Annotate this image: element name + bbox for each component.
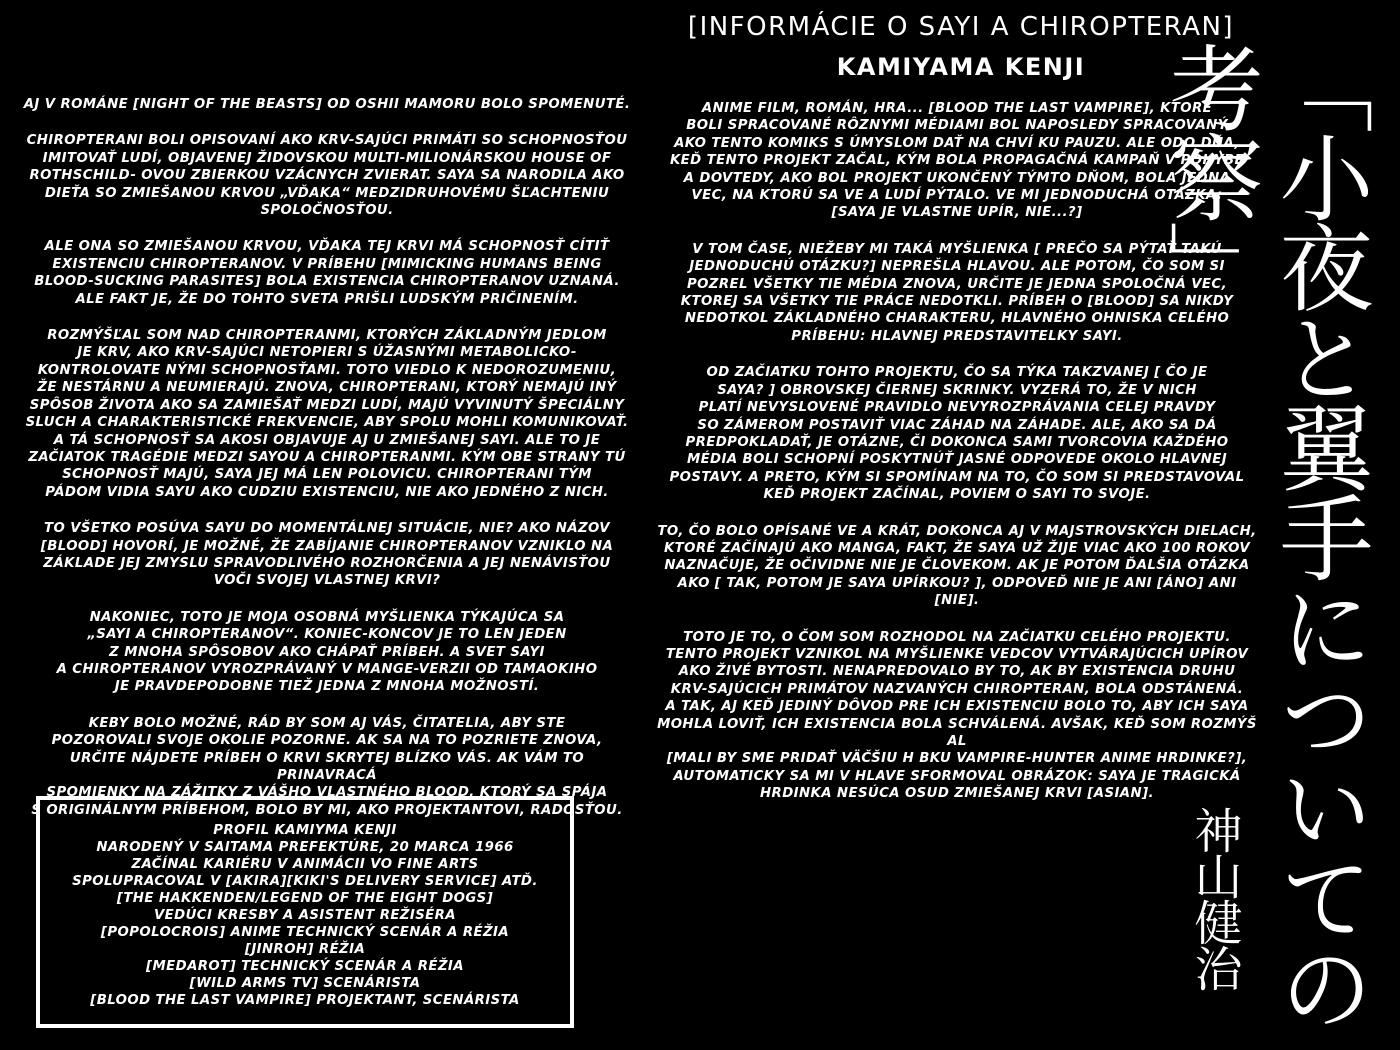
profile-line: [JINROH] RÉŽIA (244, 942, 366, 957)
profile-line: ZAČÍNAL KARIÉRU V ANIMÁCII VO FINE ARTS (131, 857, 479, 872)
profile-line: PROFIL KAMIYMA KENJI (213, 823, 397, 838)
vertical-japanese-title: 「小夜と翼手についての考察」 (1153, 40, 1372, 1030)
profile-line: [POPOLOCROIS] ANIME TECHNICKÝ SCENÁR A RÉŽIA (100, 925, 510, 940)
profile-line: [BLOOD THE LAST VAMPIRE] PROJEKTANT, SCENÁRISTA (90, 993, 520, 1008)
right-paragraph-2: V TOM ČASE, NIEŽEBY MI TAKÁ MYŠLIENKA [ PREČO SA PÝTAŤ TAKÚ JEDNODUCHÚ OTÁZKU?] NEPREŠLA HLAVOU. ALE POTOM, ČO SOM SI POZREL VŠETKY TIE MÉDIA ZNOVA, URČITE JE JEDNA SPOLOČNÁ VEC, KTOREJ SA VŠETKY TIE PRÁCE NEDOTKLI. PRÍBEH O [BLOOD] SA NIKDY NEDOTKOL ZÁKLADNÉHO CHARAKTERU, HLAVNÉHO OHNISKA CELÉHO PRÍBEHU: HLAVNEJ PREDSTAVITELKY SAYI. (680, 241, 1234, 344)
profile-line: SPOLUPRACOVAL V [AKIRA][KIKI'S DELIVERY SERVICE] ATĎ. (72, 874, 538, 889)
article-author: KAMIYAMA KENJI (836, 53, 1086, 81)
vertical-japanese-author: 神山健治 (1186, 806, 1242, 990)
right-paragraph-4: TO, ČO BOLO OPÍSANÉ VE A KRÁT, DOKONCA AJ V MAJSTROVSKÝCH DIELACH, KTORÉ ZAČÍNAJÚ AKO MANGA, FAKT, ŽE SAYA UŽ ŽIJE VIAC AKO 100 ROKOV NAZNAČUJE, ŽE OČIVIDNE NIE JE ČLOVEKOM. AK JE POTOM ĎALŠIA OTÁZKA AKO [ TAK, POTOM JE SAYA UPÍRKOU? ], ODPOVEĎ NIE JE ANI [ÁNO] ANI [NIE]. (657, 523, 1257, 609)
profile-line: NARODENÝ V SAITAMA PREFEKTÚRE, 20 MARCA 1966 (96, 840, 514, 855)
article-title: [INFORMÁCIE O SAYI A CHIROPTERAN] (687, 12, 1235, 42)
profile-line: VEDÚCI KRESBY A ASISTENT REŽISÉRA (153, 908, 456, 923)
profile-box (36, 796, 574, 1028)
left-column (22, 96, 632, 838)
left-paragraph-5: TO VŠETKO POSÚVA SAYU DO MOMENTÁLNEJ SITUÁCIE, NIE? AKO NÁZOV [BLOOD] HOVORÍ, JE MOŽNÉ, ŽE ZABÍJANIE CHIROPTERANOV VZNIKLO NA ZÁKLADE JEJ ZMYSLU SPRAVODLIVÉHO ROZHORČENIA A JEJ NENÁVISŤOU VOČI SVOJEJ VLASTNEJ KRVI? (40, 521, 614, 589)
profile-line: [MEDAROT] TECHNICKÝ SCENÁR A RÉŽIA (146, 959, 464, 974)
left-paragraph-1: AJ V ROMÁNE [NIGHT OF THE BEASTS] OD OSHII MAMORU BOLO SPOMENUTÉ. (23, 97, 631, 112)
right-paragraph-3: OD ZAČIATKU TOHTO PROJEKTU, ČO SA TÝKA TAKZVANEJ [ ČO JE SAYA? ] OBROVSKEJ ČIERNEJ SKRINKY. VYZERÁ TO, ŽE V NICH PLATÍ NEVYSLOVENÉ PRAVIDLO NEVYROZPRÁVANIA CELEJ PRAVDY SO ZÁMEROM POSTAVIŤ VIAC ZÁHAD NA ZÁHADE. ALE, AKO SA DÁ PREDPOKLADAŤ, JE OTÁZNE, ČI DOKONCA SAMI TVORCOVIA KAŽDÉHO MÉDIA BOLI SCHOPNÍ POSKYTNÚŤ JASNÉ ODPOVEDE OKOLO HLAVNEJ POSTAVY. A PRETO, KÝM SI SPOMÍNAM NA TO, ČO SOM SI PREDSTAVOVAL KEĎ PROJEKT ZAČÍNAL, POVIEM O SAYI TO SVOJE. (669, 365, 1245, 503)
left-paragraph-3: ALE ONA SO ZMIEŠANOU KRVOU, VĎAKA TEJ KRVI MÁ SCHOPNOSŤ CÍTIŤ EXISTENCIU CHIROPTERANOV. V PRÍBEHU [MIMICKING HUMANS BEING BLOOD-SUCKING PARASITES] BOLA EXISTENCIA CHIROPTERANOV UZNANÁ. ALE FAKT JE, ŽE DO TOHTO SVETA PRIŠLI LUDSKÝM PRIČINENÍM. (34, 239, 620, 307)
right-paragraph-1: ANIME FILM, ROMÁN, HRA... [BLOOD THE LAST VAMPIRE], KTORÉ BOLI SPRACOVANÉ RÔZNYMI MÉDIAMI BOL NAPOSLEDY SPRACOVANÝ AKO TENTO KOMIKS S ÚMYSLOM DAŤ NA CHVÍ KU PAUZU. ALE ODO DŇA, KEĎ TENTO PROJEKT ZAČAL, KÝM BOLA PROPAGAČNÁ KAMPAŇ V POHYBE A DOVTEDY, AKO BOL PROJEKT UKONČENÝ TÝMTO DŇOM, BOLA JEDNA VEC, NA KTORÚ SA VE A LUDÍ PÝTALO. VE MI JEDNODUCHÁ OTÁZKA: [SAYA JE VLASTNE UPÍR, NIE...?] (669, 101, 1245, 221)
profile-line: [THE HAKKENDEN/LEGEND OF THE EIGHT DOGS] (116, 891, 494, 906)
profile-line: [WILD ARMS TV] SCENÁRISTA (189, 976, 421, 991)
left-paragraph-6: NAKONIEC, TOTO JE MOJA OSOBNÁ MYŠLIENKA TÝKAJÚCA SA „SAYI A CHIROPTERANOV“. KONIEC-KONCOV JE TO LEN JEDEN Z MNOHA SPÔSOBOV AKO CHÁPAŤ PRÍBEH. A SVET SAYI A CHIROPTERANOV VYROZPRÁVANÝ V MANGE-VERZII OD TAMAOKIHO JE PRAVDEPODOBNE TIEŽ JEDNA Z MNOHA MOŽNOSTÍ. (56, 609, 598, 695)
left-paragraph-2: CHIROPTERANI BOLI OPISOVANÍ AKO KRV-SAJÚCI PRIMÁTI SO SCHOPNOSŤOU IMITOVAŤ LUDÍ, OBJAVENEJ ŽIDOVSKOU MULTI-MILIONÁRSKOU HOUSE OF ROTHSCHILD- OVOU ZBIERKOU VZÁCNYCH ZVIERAT. SAYA SA NARODILA AKO DIEŤA SO ZMIEŠANOU KRVOU „VĎAKA“ MEDZIDRUHOVÉMU ŠĽACHTENIU SPOLOČNOSŤOU. (26, 133, 628, 219)
left-paragraph-7: KEBY BOLO MOŽNÉ, RÁD BY SOM AJ VÁS, ČITATELIA, ABY STE POZOROVALI SVOJE OKOLIE POZORNE. AK SA NA TO POZRIETE ZNOVA, URČITE NÁJDETE PRÍBEH O KRVI SKRYTEJ BLÍZKO VÁS. AK VÁM TO PRINAVRACÁ SPOMIENKY NA ZÁŽITKY Z VÁŠHO VLASTNÉHO BLOOD, KTORÝ SA SPÁJA S ORIGINÁLNYM PRÍBEHOM, BOLO BY MI, AKO PROJEKTANTOVI, RADOSŤOU. (31, 715, 623, 818)
right-paragraph-5: TOTO JE TO, O ČOM SOM ROZHODOL NA ZAČIATKU CELÉHO PROJEKTU. TENTO PROJEKT VZNIKOL NA MYŠLIENKE VEDCOV VYTVÁRAJÚCICH UPÍROV AKO ŽIVÉ BYTOSTI. NENAPREDOVALO BY TO, AK BY EXISTENCIA DRUHU KRV-SAJÚCICH PRIMÁTOV NAZVANÝCH CHIROPTERAN, BOLA ODSTÁNENÁ. A TAK, AJ KEĎ JEDINÝ DÔVOD PRE ICH EXISTENCIU BOLO TO, ABY ICH SAYA MOHLA LOVIŤ, ICH EXISTENCIA BOLA SCHVÁLENÁ. AVŠAK, KEĎ SOM ROZMÝŠ AL [MALI BY SME PRIDAŤ VÄČŠIU H BKU VAMPIRE-HUNTER ANIME HRDINKE?], AUTOMATICKY SA MI V HLAVE SFORMOVAL OBRÁZOK: SAYA JE TRAGICKÁ HRDINKA NESÚCA OSUD ZMIEŠANEJ KRVI [ASIAN]. (657, 629, 1257, 802)
left-paragraph-4: ROZMÝŠĽAL SOM NAD CHIROPTERANMI, KTORÝCH ZÁKLADNÝM JEDLOM JE KRV, AKO KRV-SAJÚCI NETOPIERI S ÚŽASNÝMI METABOLICKO- KONTROLOVATE NÝMI SCHOPNOSŤAMI. TOTO VIEDLO K NEDOROZUMENIU, ŽE NESTÁRNU A NEUMIERAJÚ. ZNOVA, CHIROPTERANI, KTORÝ NEMAJÚ INÝ SPÔSOB ŽIVOTA AKO SA ZAMIEŠAŤ MEDZI LUDÍ, MAJÚ VYVINUTÝ ŠPECIÁLNY SLUCH A CHARAKTERISTICKÉ FREKVENCIE, ABY SPOLU MOHLI KOMUNIKOVAŤ. A TÁ SCHOPNOSŤ SA AKOSI OBJAVUJE AJ U ZMIEŠANEJ SAYI. ALE TO JE ZAČIATOK TRAGÉDIE MEDZI SAYOU A CHIROPTERANMI. KÝM OBE STRANY TÚ SCHOPNOSŤ MAJÚ, SAYA JEJ MÁ LEN POLOVICU. CHIROPTERANI TÝM PÁDOM VIDIA SAYU AKO CUDZIU EXISTENCIU, NIE AKO JEDNÉHO Z NICH. (25, 328, 629, 500)
